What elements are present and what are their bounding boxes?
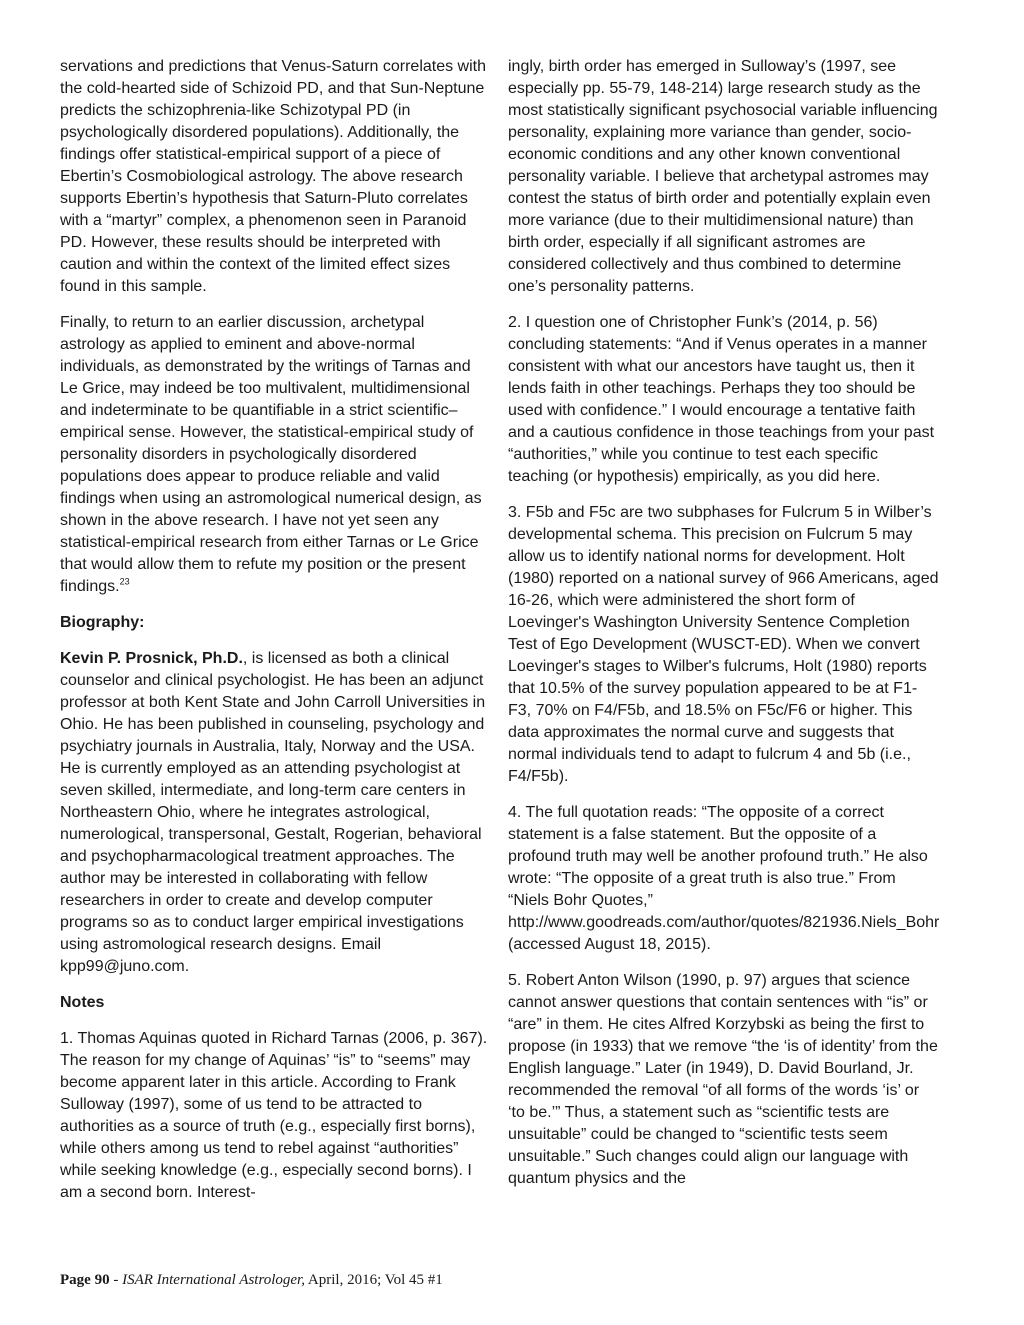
notes-heading: Notes: [60, 994, 105, 1011]
right-column: [508, 56, 940, 1204]
note-1-continued: ingly, birth order has emerged in Sulloway’s (1997, see especially pp. 55-79, 148-214) large research study as the most statistically significant psychosocial variable influencing personality, explaining more variance than gender, socio-economic conditions and any other known conventional personality variable. I believe that archetypal astromes may contest the status of birth order and potentially explain even more variance (due to their multidimensional nature) than birth order, especially if all significant astromes are considered collectively and thus combined to determine one’s personality patterns.: [508, 58, 938, 295]
author-name: Kevin P. Prosnick, Ph.D.: [60, 650, 243, 667]
publication-name: ISAR International Astrologer,: [122, 1272, 305, 1288]
page-number: Page 90: [60, 1272, 110, 1288]
note-1: 1. Thomas Aquinas quoted in Richard Tarnas (2006, p. 367). The reason for my change of Aquinas’ “is” to “seems” may become apparent later in this article. According to Frank Sulloway (1997), some of us tend to be attracted to authorities as a source of truth (e.g., especially first borns), while others among us tend to rebel against “authorities” while seeking knowledge (e.g., especially second borns). I am a second born. Interest-: [60, 1030, 488, 1201]
body-paragraph: servations and predictions that Venus-Saturn correlates with the cold-hearted side of Schizoid PD, and that Sun-Neptune predicts the schizophrenia-like Schizotypal PD (in psychologically disordered populations). Additionally, the findings offer statistical-empirical support of a piece of Ebertin’s Cosmobiological astrology. The above research supports Ebertin’s hypothesis that Saturn-Pluto correlates with a “martyr” complex, a phenomenon seen in Paranoid PD. However, these results should be interpreted with caution and within the context of the limited effect sizes found in this sample.: [60, 58, 487, 295]
note-3: 3. F5b and F5c are two subphases for Fulcrum 5 in Wilber’s developmental schema. This precision on Fulcrum 5 may allow us to identify national norms for development. Holt (1980) reported on a national survey of 966 Americans, aged 16-26, which were administered the short form of Loevinger's Washington University Sentence Completion Test of Ego Development (WUSCT-ED). When we convert Loevinger's stages to Wilber's fulcrums, Holt (1980) reports that 10.5% of the survey population appeared to be at F1-F3, 70% on F4/F5b, and 18.5% on F5c/F6 or higher. This data approximates the normal curve and suggests that normal individuals tend to adapt to fulcrum 4 and 5b (i.e., F4/F5b).: [508, 504, 939, 785]
paragraph-text: Finally, to return to an earlier discussion, archetypal astrology as applied to eminent and above-normal individuals, as demonstrated by the writings of Tarnas and Le Grice, may indeed be too multivalent, multidimensional and indeterminate to be quantifiable in a strict scientific–empirical sense. However, the statistical-empirical study of personality disorders in psychologically disordered populations does appear to produce reliable and valid findings when using an astromological numerical design, as shown in the above research. I have not yet seen any statistical-empirical research from either Tarnas or Le Grice that would allow them to refute my position or the present findings.: [60, 314, 482, 595]
footer-separator: -: [109, 1272, 123, 1288]
page-footer: [60, 1272, 443, 1289]
note-5: 5. Robert Anton Wilson (1990, p. 97) argues that science cannot answer questions that contain sentences with “is” or “are” in them. He cites Alfred Korzybski as being the first to propose (in 1933) that we remove “the ‘is of identity’ from the English language.” Later (in 1949), D. David Bourland, Jr. recommended the removal “of all forms of the words ‘is’ or ‘to be.’” Thus, a statement such as “scientific tests are unsuitable” could be changed to “scientific tests seem unsuitable.” Such changes could align our language with quantum physics and the: [508, 972, 938, 1187]
left-column: [60, 56, 492, 1218]
issue-info: April, 2016; Vol 45 #1: [305, 1272, 443, 1288]
biography-heading: Biography:: [60, 614, 145, 631]
note-4: 4. The full quotation reads: “The opposite of a correct statement is a false statement. But the opposite of a profound truth may well be another profound truth.” He also wrote: “The opposite of a great truth is also true.” From “Niels Bohr Quotes,” http://www.goodreads.com/author/quotes/821936.Niels_Bohr (accessed August 18, 2015).: [508, 804, 940, 953]
note-2: 2. I question one of Christopher Funk’s (2014, p. 56) concluding statements: “And if Venus operates in a manner consistent with what our ancestors have taught us, then it lends faith in other teachings. Perhaps they too should be used with confidence.” I would encourage a tentative faith and a cautious confidence in those teachings from your past “authorities,” while you continue to test each specific teaching (or hypothesis) empirically, as you did here.: [508, 314, 935, 485]
biography-paragraph: [60, 648, 492, 978]
body-paragraph: [60, 312, 492, 598]
footnote-ref[interactable]: 23: [119, 576, 130, 587]
biography-text: , is licensed as both a clinical counselor and clinical psychologist. He has been an adjunct professor at both Kent State and John Carroll Universities in Ohio. He has been published in counseling, psychology and psychiatry journals in Australia, Italy, Norway and the USA. He is currently employed as an attending psychologist at seven skilled, intermediate, and long-term care centers in Northeastern Ohio, where he integrates astrological, numerological, transpersonal, Gestalt, Rogerian, behavioral and psychopharmacological treatment approaches. The author may be interested in collaborating with fellow researchers in order to create and develop computer programs so as to conduct larger empirical investigations using astromological research designs. Email kpp99@juno.com.: [60, 650, 486, 975]
